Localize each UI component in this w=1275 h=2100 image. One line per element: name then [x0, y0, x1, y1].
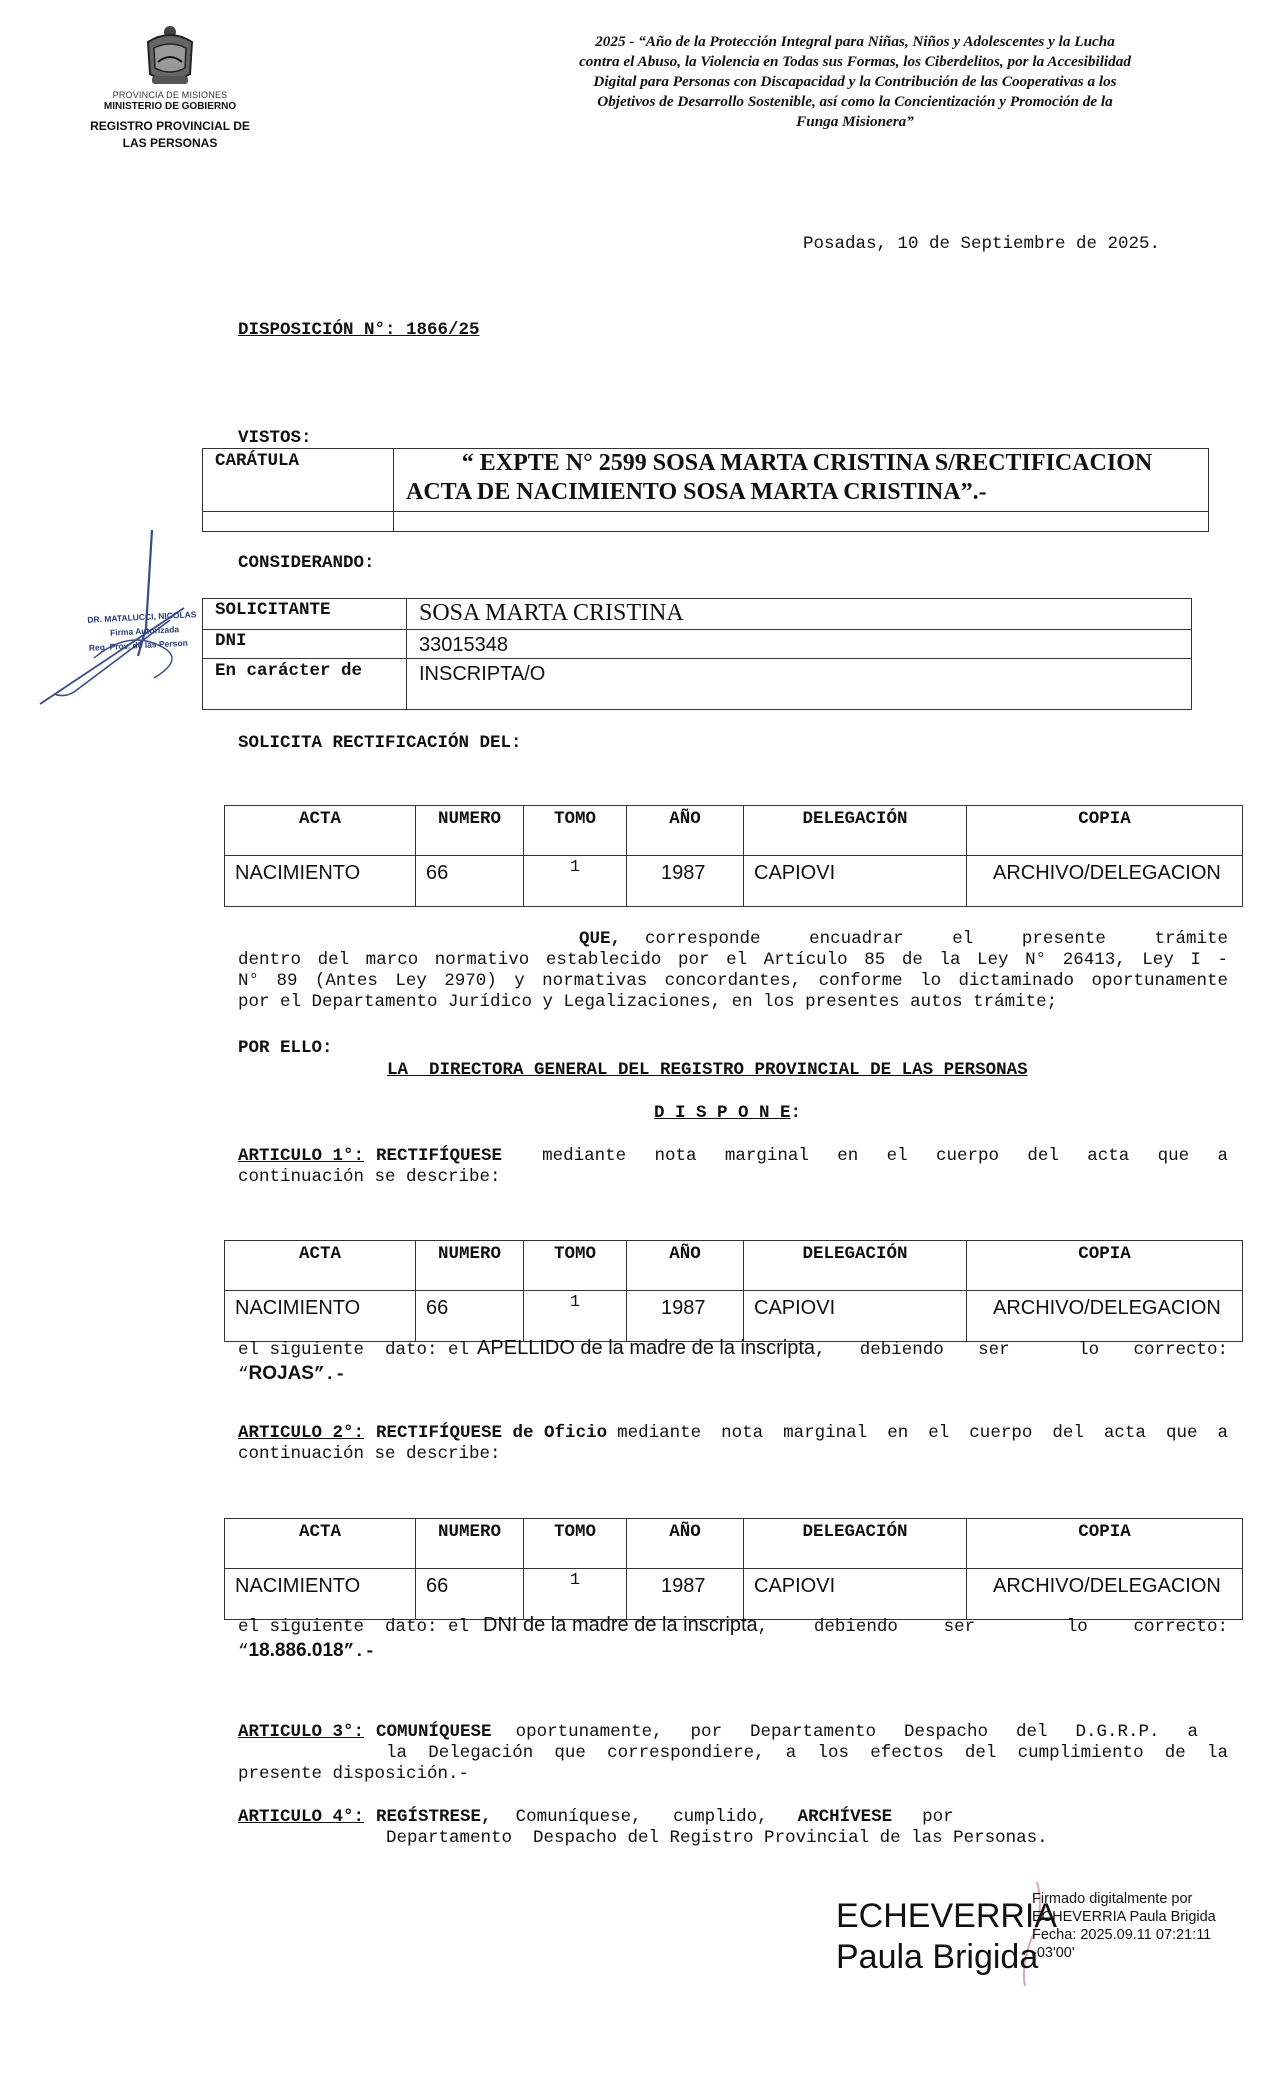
art4-verb-2: ARCHÍVESE [797, 1807, 893, 1827]
art1-correction [238, 1338, 1228, 1386]
que-line: dentro del marco normativo establecido por el Artículo 85 de la Ley N° 26413, Ley I - [238, 950, 1228, 970]
cell-acta: NACIMIENTO [225, 1569, 416, 1620]
dispone-text: D I S P O N E [654, 1103, 791, 1123]
table-cell [407, 659, 1192, 710]
header-tomo: TOMO [524, 1241, 627, 1291]
cell-delegacion: CAPIOVI [744, 1291, 967, 1342]
caratula-line: ACTA DE NACIMIENTO SOSA MARTA CRISTINA”.- [406, 479, 987, 505]
art2-line-2: continuación se describe: [238, 1444, 501, 1464]
articulo-2 [238, 1423, 1228, 1465]
art2-after-field: DNI de la madre de la inscripta [483, 1614, 758, 1636]
art2-text: mediante nota marginal en el cuerpo del acta que a [617, 1423, 1228, 1443]
solicita-label: SOLICITA RECTIFICACIÓN DEL: [238, 733, 522, 753]
art4-end: por [922, 1807, 954, 1827]
caratula-value-cell [394, 449, 1209, 512]
cell-copia: ARCHIVO/DELEGACION [967, 1291, 1243, 1342]
header-logo [70, 22, 270, 152]
articulo-3 [238, 1722, 1228, 1785]
por-ello-label: POR ELLO: [238, 1038, 333, 1058]
art2-after-prefix: el siguiente dato: el [238, 1617, 470, 1637]
art3-verb: COMUNÍQUESE [376, 1722, 492, 1742]
header-ano: AÑO [627, 1519, 744, 1569]
solicitante-table [202, 598, 1192, 710]
art1-after-field: APELLIDO de la madre de la inscripta [477, 1337, 815, 1359]
art2-correct-value [238, 1640, 1228, 1663]
header-acta: ACTA [225, 806, 416, 856]
cell-tomo: 1 [524, 856, 627, 907]
art4-verb-1: REGÍSTRESE, [376, 1807, 492, 1827]
cell-ano: 1987 [627, 856, 744, 907]
acta-table-3 [224, 1518, 1243, 1620]
table-cell [203, 659, 407, 710]
motto-line: Digital para Personas con Discapacidad y la Contribución de las Cooperativas a los [593, 73, 1117, 90]
art2-label: ARTICULO 2°: [238, 1423, 365, 1443]
art4-mid: Comuníquese, cumplido, [515, 1807, 768, 1827]
art3-line-3: presente disposición.- [238, 1764, 470, 1784]
que-lead: QUE, [579, 929, 622, 949]
art1-label: ARTICULO 1°: [238, 1146, 365, 1166]
signature-name-line: Paula Brigida [836, 1938, 1039, 1976]
date-line: Posadas, 10 de Septiembre de 2025. [803, 234, 1161, 254]
art1-correct: ROJAS [248, 1363, 314, 1384]
vistos-label: VISTOS: [238, 428, 312, 448]
header-copia: COPIA [967, 806, 1243, 856]
header-tomo: TOMO [524, 806, 627, 856]
caratula-table [202, 448, 1209, 532]
art2-after-suffix: , debiendo ser lo correcto: [757, 1617, 1228, 1637]
dni-value: 33015348 [419, 634, 508, 656]
cell-delegacion: CAPIOVI [744, 856, 967, 907]
header-delegacion: DELEGACIÓN [744, 1241, 967, 1291]
table-cell [407, 630, 1192, 659]
art3-text: oportunamente, por Departamento Despacho del D.G.R.P. a [515, 1722, 1198, 1742]
table-cell [203, 599, 407, 630]
cell-acta: NACIMIENTO [225, 856, 416, 907]
header-copia: COPIA [967, 1519, 1243, 1569]
art2-close: ”.- [343, 1642, 376, 1662]
signature-info-line: -03'00' [1032, 1945, 1075, 1961]
header-numero: NUMERO [416, 1519, 524, 1569]
art2-line-1 [238, 1423, 1228, 1444]
art1-after-suffix: , debiendo ser lo correcto: [815, 1340, 1228, 1360]
art4-line-2: Departamento Despacho del Registro Provincial de las Personas. [386, 1828, 1048, 1848]
art4-line-1 [238, 1807, 1028, 1828]
stamp-line: Firma Autorizada [109, 624, 180, 638]
motto-line: 2025 - “Año de la Protección Integral para Niñas, Niños y Adolescentes y la Lucha [595, 33, 1115, 50]
cell-numero: 66 [416, 856, 524, 907]
header-acta: ACTA [225, 1519, 416, 1569]
articulo-1 [238, 1146, 1228, 1188]
logo-province-text: PROVINCIA DE MISIONES [112, 90, 228, 100]
art3-line-2: la Delegación que correspondiere, a los efectos del cumplimiento de la [386, 1743, 1228, 1763]
art3-label: ARTICULO 3°: [238, 1722, 365, 1742]
art1-line-1 [238, 1146, 1228, 1167]
table-header-row [225, 806, 1243, 856]
art2-correct: 18.886.018 [248, 1640, 344, 1661]
motto-line: Funga Misionera” [796, 113, 914, 130]
art2-open-quote: “ [238, 1642, 249, 1662]
dni-label: DNI [215, 631, 247, 651]
registry-line-2: LAS PERSONAS [122, 136, 218, 150]
considerando-label: CONSIDERANDO: [238, 553, 375, 573]
digital-signature [836, 1880, 1236, 1990]
header-acta: ACTA [225, 1241, 416, 1291]
que-line: N° 89 (Antes Ley 2970) y normativas concordantes, conforme lo dictaminado oportunamente [238, 971, 1228, 991]
table-row [203, 630, 1192, 659]
header-ano: AÑO [627, 1241, 744, 1291]
solicitante-label: SOLICITANTE [215, 600, 331, 620]
table-row [225, 1569, 1243, 1620]
cell-ano: 1987 [627, 1291, 744, 1342]
art1-correction-line [238, 1338, 1228, 1361]
cell-copia: ARCHIVO/DELEGACION [967, 856, 1243, 907]
acta-table-2 [224, 1240, 1243, 1342]
cell-numero: 66 [416, 1291, 524, 1342]
acta-table-1 [224, 805, 1243, 907]
que-line: por el Departamento Jurídico y Legalizaciones, en los presentes autos trámite; [238, 992, 1058, 1012]
header-numero: NUMERO [416, 1241, 524, 1291]
empty-cell [203, 512, 394, 532]
motto-line: contra el Abuso, la Violencia en Todas sus Formas, los Ciberdelitos, por la Accesibilidad [579, 53, 1131, 70]
table-header-row [225, 1241, 1243, 1291]
signature-name [836, 1896, 1057, 1978]
registry-line-1: REGISTRO PROVINCIAL DE [90, 119, 250, 133]
caracter-label: En carácter de [215, 661, 363, 681]
art1-close: ”.- [313, 1365, 346, 1385]
table-cell [407, 599, 1192, 630]
cell-tomo: 1 [524, 1569, 627, 1620]
table-row [203, 599, 1192, 630]
header-tomo: TOMO [524, 1519, 627, 1569]
province-seal-icon [130, 22, 210, 90]
cell-numero: 66 [416, 1569, 524, 1620]
header-copia: COPIA [967, 1241, 1243, 1291]
header-motto [535, 32, 1175, 132]
table-row [225, 1291, 1243, 1342]
authorized-signature-stamp [34, 528, 204, 708]
caratula-label-cell [203, 449, 394, 512]
cell-acta: NACIMIENTO [225, 1291, 416, 1342]
art1-text: mediante nota marginal en el cuerpo del acta que a [542, 1146, 1228, 1166]
signature-name-line: ECHEVERRIA [836, 1897, 1058, 1935]
signature-info-line: Fecha: 2025.09.11 07:21:11 [1032, 1927, 1212, 1943]
caracter-value: INSCRIPTA/O [419, 663, 546, 685]
art2-correction [238, 1615, 1228, 1663]
table-cell [203, 630, 407, 659]
header-delegacion: DELEGACIÓN [744, 1519, 967, 1569]
cell-tomo: 1 [524, 1291, 627, 1342]
table-row [225, 856, 1243, 907]
articulo-4 [238, 1807, 1228, 1849]
dispone-heading [654, 1103, 801, 1123]
que-first-line [238, 929, 1228, 950]
art2-verb: RECTIFÍQUESE de Oficio [376, 1423, 608, 1443]
header-ano: AÑO [627, 806, 744, 856]
cell-delegacion: CAPIOVI [744, 1569, 967, 1620]
stamp-line: DR. MATALUCCI, NICOLAS [87, 609, 197, 625]
logo-ministry-text: MINISTERIO DE GOBIERNO [103, 101, 237, 112]
cell-ano: 1987 [627, 1569, 744, 1620]
art2-correction-line [238, 1615, 1228, 1638]
motto-line: Objetivos de Desarrollo Sostenible, así como la Concientización y Promoción de la [597, 93, 1113, 110]
disposicion-number: DISPOSICIÓN N°: 1866/25 [238, 320, 480, 340]
registry-name [70, 118, 270, 152]
table-header-row [225, 1519, 1243, 1569]
art1-after-prefix: el siguiente dato: el [238, 1340, 470, 1360]
header-numero: NUMERO [416, 806, 524, 856]
art1-verb: RECTIFÍQUESE [376, 1146, 503, 1166]
directora-title: LA DIRECTORA GENERAL DEL REGISTRO PROVINCIAL DE LAS PERSONAS [387, 1060, 1028, 1080]
dispone-colon: : [790, 1103, 802, 1123]
caratula-label: CARÁTULA [215, 451, 300, 471]
art1-open-quote: “ [238, 1365, 249, 1385]
caratula-value [394, 449, 1208, 507]
cell-copia: ARCHIVO/DELEGACION [967, 1569, 1243, 1620]
que-paragraph [238, 929, 1228, 1013]
empty-cell [394, 512, 1209, 532]
art4-label: ARTICULO 4°: [238, 1807, 365, 1827]
art1-line-2: continuación se describe: [238, 1167, 501, 1187]
table-row [203, 659, 1192, 710]
signature-info-line: ECHEVERRIA Paula Brigida [1032, 1909, 1216, 1925]
header-delegacion: DELEGACIÓN [744, 806, 967, 856]
signature-info [1032, 1890, 1216, 1962]
art3-line-1 [238, 1722, 1198, 1743]
stamp-line: Reg. Prov. de las Person [88, 637, 188, 653]
art1-correct-value [238, 1363, 1228, 1386]
signature-info-line: Firmado digitalmente por [1032, 1891, 1193, 1907]
solicitante-name: SOSA MARTA CRISTINA [419, 600, 684, 626]
caratula-line: “ EXPTE N° 2599 SOSA MARTA CRISTINA S/RECTIFICACION [461, 450, 1153, 476]
que-first-text: corresponde encuadrar el presente trámite [645, 929, 1228, 949]
